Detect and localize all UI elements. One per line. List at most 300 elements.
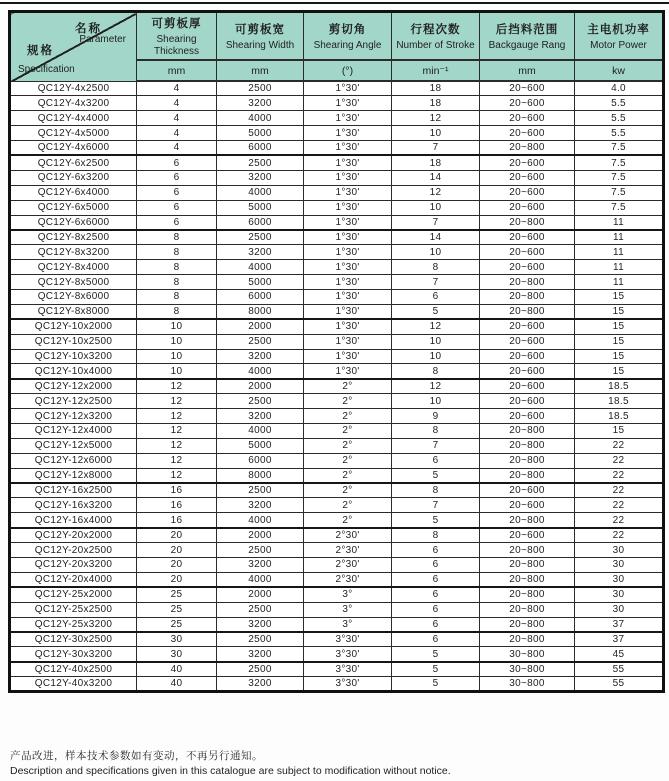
cell-thickness: 20 [137,572,217,587]
unit-power: kw [575,60,664,81]
cell-angle: 3°30' [304,632,392,647]
cell-model: QC12Y-20x2000 [10,528,137,543]
table-row [10,81,664,96]
cell-power: 55 [575,662,664,677]
cell-angle: 2°30' [304,558,392,573]
cell-power: 7.5 [575,170,664,185]
cell-stroke: 14 [392,170,480,185]
table-row [10,379,664,394]
cell-model: QC12Y-6x2500 [10,155,137,170]
cell-angle: 1°30' [304,170,392,185]
cell-angle: 2° [304,498,392,513]
cell-stroke: 14 [392,230,480,245]
cell-model: QC12Y-25x3200 [10,617,137,632]
cell-width: 3200 [217,96,304,111]
table-row [10,349,664,364]
cell-angle: 1°30' [304,230,392,245]
page-top-rule [0,0,669,4]
cell-width: 3200 [217,349,304,364]
cell-power: 7.5 [575,200,664,215]
cell-angle: 1°30' [304,215,392,230]
col-header-backgauge-range [480,12,575,61]
cell-width: 4000 [217,513,304,528]
cell-backgauge: 20~600 [480,185,575,200]
col-header-cn: 行程次数 [410,23,461,36]
cell-power: 15 [575,304,664,319]
cell-power: 37 [575,632,664,647]
cell-stroke: 10 [392,394,480,409]
cell-stroke: 6 [392,558,480,573]
cell-stroke: 7 [392,498,480,513]
cell-width: 2000 [217,319,304,334]
cell-width: 2500 [217,155,304,170]
cell-width: 2500 [217,602,304,617]
cell-width: 5000 [217,126,304,141]
cell-angle: 1°30' [304,319,392,334]
cell-backgauge: 20~800 [480,215,575,230]
cell-backgauge: 20~600 [480,498,575,513]
col-header-en: Shearing Thickness [153,34,199,57]
cell-width: 3200 [217,409,304,424]
table-row [10,617,664,632]
cell-model: QC12Y-12x4000 [10,423,137,438]
table-row [10,334,664,349]
cell-width: 2500 [217,543,304,558]
cell-model: QC12Y-20x4000 [10,572,137,587]
cell-model: QC12Y-12x2000 [10,379,137,394]
cell-backgauge: 20~600 [480,155,575,170]
cell-angle: 3° [304,602,392,617]
cell-backgauge: 20~800 [480,617,575,632]
cell-model: QC12Y-20x2500 [10,543,137,558]
table-row [10,602,664,617]
cell-thickness: 10 [137,364,217,379]
corner-specification-label-en: Specification [18,63,75,75]
cell-model: QC12Y-30x2500 [10,632,137,647]
cell-stroke: 10 [392,200,480,215]
cell-width: 4000 [217,572,304,587]
cell-backgauge: 20~800 [480,632,575,647]
cell-power: 30 [575,572,664,587]
cell-stroke: 7 [392,141,480,156]
col-header-shearing-angle [304,12,392,61]
table-row [10,245,664,260]
cell-width: 4000 [217,260,304,275]
cell-backgauge: 20~800 [480,543,575,558]
cell-width: 8000 [217,304,304,319]
col-header-motor-power [575,12,664,61]
cell-thickness: 8 [137,289,217,304]
cell-backgauge: 20~600 [480,319,575,334]
cell-angle: 3°30' [304,677,392,692]
cell-width: 4000 [217,185,304,200]
cell-power: 11 [575,275,664,290]
cell-backgauge: 20~800 [480,438,575,453]
cell-width: 2500 [217,334,304,349]
col-header-number-of-stroke [392,12,480,61]
col-header-shearing-width [217,12,304,61]
spec-table-body [10,81,664,692]
cell-backgauge: 20~600 [480,409,575,424]
cell-angle: 3° [304,617,392,632]
unit-backgauge: mm [480,60,575,81]
cell-angle: 2° [304,409,392,424]
cell-stroke: 12 [392,379,480,394]
table-row [10,632,664,647]
cell-thickness: 6 [137,170,217,185]
cell-model: QC12Y-8x8000 [10,304,137,319]
footer-note [10,748,660,777]
table-row [10,394,664,409]
cell-angle: 2° [304,483,392,498]
cell-backgauge: 20~800 [480,468,575,483]
cell-thickness: 8 [137,230,217,245]
cell-thickness: 40 [137,662,217,677]
cell-stroke: 6 [392,602,480,617]
cell-backgauge: 20~600 [480,230,575,245]
cell-thickness: 4 [137,81,217,96]
cell-model: QC12Y-20x3200 [10,558,137,573]
cell-stroke: 18 [392,155,480,170]
cell-angle: 3°30' [304,647,392,662]
col-header-shearing-thickness [137,12,217,61]
cell-thickness: 8 [137,245,217,260]
cell-model: QC12Y-8x5000 [10,275,137,290]
cell-stroke: 10 [392,334,480,349]
table-row [10,200,664,215]
cell-model: QC12Y-4x4000 [10,111,137,126]
cell-width: 3200 [217,677,304,692]
cell-stroke: 6 [392,543,480,558]
cell-power: 5.5 [575,126,664,141]
col-header-cn: 主电机功率 [587,23,650,36]
cell-thickness: 6 [137,215,217,230]
cell-thickness: 10 [137,349,217,364]
cell-model: QC12Y-6x5000 [10,200,137,215]
col-header-en: Backgauge Rang [488,39,566,51]
cell-power: 15 [575,349,664,364]
cell-width: 5000 [217,438,304,453]
cell-power: 22 [575,468,664,483]
cell-backgauge: 20~800 [480,558,575,573]
cell-angle: 3° [304,587,392,602]
cell-stroke: 12 [392,319,480,334]
cell-backgauge: 20~800 [480,423,575,438]
cell-model: QC12Y-4x2500 [10,81,137,96]
cell-power: 4.0 [575,81,664,96]
cell-backgauge: 30~800 [480,662,575,677]
cell-angle: 2° [304,379,392,394]
cell-power: 18.5 [575,379,664,394]
cell-angle: 1°30' [304,260,392,275]
cell-width: 5000 [217,275,304,290]
table-row [10,409,664,424]
cell-stroke: 6 [392,289,480,304]
col-header-cn: 可剪板厚 [151,18,202,30]
cell-backgauge: 20~600 [480,200,575,215]
table-row [10,662,664,677]
cell-model: QC12Y-4x3200 [10,96,137,111]
spec-table [8,10,665,693]
cell-model: QC12Y-4x6000 [10,141,137,156]
cell-angle: 1°30' [304,141,392,156]
table-row [10,289,664,304]
cell-stroke: 6 [392,587,480,602]
table-row [10,423,664,438]
cell-width: 3200 [217,647,304,662]
corner-header-cell [10,12,137,82]
cell-backgauge: 30~800 [480,677,575,692]
cell-width: 3200 [217,170,304,185]
footer-note-en: Description and specifications given in this catalogue are subject to modification without notice. [10,765,451,777]
cell-width: 6000 [217,141,304,156]
table-row [10,528,664,543]
cell-stroke: 5 [392,662,480,677]
cell-stroke: 10 [392,126,480,141]
cell-thickness: 12 [137,379,217,394]
cell-width: 3200 [217,558,304,573]
cell-width: 4000 [217,423,304,438]
footer-note-cn: 产品改进，样本技术参数如有变动，不再另行通知。 [10,750,263,762]
corner-parameter-label-cn: 名称 [75,23,102,35]
cell-stroke: 12 [392,185,480,200]
unit-thickness: mm [137,60,217,81]
cell-width: 3200 [217,617,304,632]
cell-stroke: 7 [392,215,480,230]
cell-model: QC12Y-8x2500 [10,230,137,245]
cell-model: QC12Y-12x5000 [10,438,137,453]
cell-angle: 2°30' [304,543,392,558]
cell-thickness: 8 [137,304,217,319]
cell-thickness: 8 [137,260,217,275]
cell-backgauge: 20~800 [480,453,575,468]
cell-width: 4000 [217,364,304,379]
cell-power: 11 [575,245,664,260]
col-header-en: Shearing Width [225,39,295,51]
cell-backgauge: 20~600 [480,379,575,394]
cell-thickness: 10 [137,334,217,349]
cell-backgauge: 20~800 [480,572,575,587]
cell-angle: 2° [304,453,392,468]
cell-backgauge: 20~600 [480,260,575,275]
cell-backgauge: 20~800 [480,602,575,617]
cell-stroke: 5 [392,677,480,692]
cell-stroke: 5 [392,304,480,319]
cell-angle: 2°30' [304,572,392,587]
cell-power: 5.5 [575,96,664,111]
cell-thickness: 20 [137,528,217,543]
unit-angle: (°) [304,60,392,81]
cell-thickness: 12 [137,438,217,453]
cell-width: 2500 [217,483,304,498]
cell-width: 3200 [217,245,304,260]
col-header-en: Shearing Angle [313,39,382,51]
cell-backgauge: 20~600 [480,483,575,498]
cell-power: 7.5 [575,155,664,170]
cell-stroke: 5 [392,513,480,528]
cell-power: 45 [575,647,664,662]
cell-angle: 2° [304,394,392,409]
cell-backgauge: 20~600 [480,364,575,379]
cell-model: QC12Y-16x2500 [10,483,137,498]
cell-angle: 2°30' [304,528,392,543]
cell-model: QC12Y-8x6000 [10,289,137,304]
cell-power: 22 [575,498,664,513]
cell-model: QC12Y-8x4000 [10,260,137,275]
cell-stroke: 18 [392,81,480,96]
cell-thickness: 12 [137,423,217,438]
cell-power: 22 [575,438,664,453]
cell-model: QC12Y-6x3200 [10,170,137,185]
cell-power: 15 [575,364,664,379]
cell-angle: 1°30' [304,245,392,260]
cell-model: QC12Y-16x3200 [10,498,137,513]
cell-power: 30 [575,602,664,617]
cell-stroke: 6 [392,617,480,632]
cell-width: 6000 [217,453,304,468]
cell-stroke: 7 [392,275,480,290]
cell-thickness: 30 [137,647,217,662]
cell-thickness: 25 [137,602,217,617]
cell-width: 2500 [217,394,304,409]
cell-angle: 1°30' [304,200,392,215]
table-row [10,304,664,319]
table-row [10,468,664,483]
cell-backgauge: 20~600 [480,81,575,96]
table-row [10,453,664,468]
cell-power: 7.5 [575,185,664,200]
table-row [10,170,664,185]
cell-angle: 1°30' [304,334,392,349]
cell-width: 5000 [217,200,304,215]
corner-parameter-label-en: Parameter [79,34,126,45]
cell-angle: 1°30' [304,111,392,126]
cell-angle: 1°30' [304,349,392,364]
cell-thickness: 8 [137,275,217,290]
cell-thickness: 4 [137,126,217,141]
cell-model: QC12Y-4x5000 [10,126,137,141]
table-row [10,483,664,498]
table-row [10,587,664,602]
table-row [10,275,664,290]
cell-angle: 2° [304,468,392,483]
cell-angle: 1°30' [304,126,392,141]
table-row [10,677,664,692]
table-row [10,647,664,662]
cell-stroke: 9 [392,409,480,424]
cell-width: 2500 [217,662,304,677]
cell-width: 2000 [217,528,304,543]
cell-width: 2500 [217,632,304,647]
cell-model: QC12Y-40x3200 [10,677,137,692]
cell-power: 15 [575,289,664,304]
cell-power: 22 [575,513,664,528]
table-row [10,513,664,528]
cell-model: QC12Y-25x2000 [10,587,137,602]
cell-stroke: 6 [392,572,480,587]
cell-backgauge: 20~800 [480,289,575,304]
cell-backgauge: 20~600 [480,170,575,185]
cell-thickness: 6 [137,185,217,200]
cell-thickness: 4 [137,141,217,156]
table-row [10,438,664,453]
cell-angle: 1°30' [304,275,392,290]
cell-power: 22 [575,453,664,468]
cell-backgauge: 20~600 [480,111,575,126]
cell-model: QC12Y-10x4000 [10,364,137,379]
cell-backgauge: 20~600 [480,334,575,349]
cell-power: 5.5 [575,111,664,126]
cell-angle: 3°30' [304,662,392,677]
cell-model: QC12Y-12x2500 [10,394,137,409]
cell-thickness: 10 [137,319,217,334]
cell-power: 22 [575,528,664,543]
cell-power: 18.5 [575,409,664,424]
cell-model: QC12Y-10x3200 [10,349,137,364]
cell-thickness: 12 [137,453,217,468]
cell-model: QC12Y-8x3200 [10,245,137,260]
cell-thickness: 25 [137,587,217,602]
unit-stroke: min⁻¹ [392,60,480,81]
cell-power: 11 [575,230,664,245]
table-row [10,260,664,275]
cell-backgauge: 20~600 [480,245,575,260]
col-header-en: Motor Power [590,39,647,51]
table-row [10,215,664,230]
cell-stroke: 12 [392,111,480,126]
table-row [10,364,664,379]
cell-angle: 2° [304,513,392,528]
cell-stroke: 8 [392,364,480,379]
cell-model: QC12Y-10x2500 [10,334,137,349]
cell-backgauge: 20~800 [480,275,575,290]
cell-thickness: 40 [137,677,217,692]
cell-thickness: 6 [137,200,217,215]
table-row [10,155,664,170]
cell-stroke: 6 [392,632,480,647]
cell-thickness: 12 [137,394,217,409]
cell-backgauge: 20~800 [480,513,575,528]
cell-width: 6000 [217,215,304,230]
cell-width: 2500 [217,230,304,245]
cell-power: 15 [575,334,664,349]
cell-thickness: 16 [137,483,217,498]
spec-table-header [10,12,664,82]
cell-stroke: 7 [392,438,480,453]
table-row [10,498,664,513]
cell-power: 30 [575,587,664,602]
table-row [10,111,664,126]
cell-angle: 1°30' [304,304,392,319]
col-header-en: Number of Stroke [396,39,475,51]
cell-angle: 2° [304,438,392,453]
table-row [10,96,664,111]
cell-power: 55 [575,677,664,692]
cell-power: 30 [575,558,664,573]
cell-model: QC12Y-10x2000 [10,319,137,334]
cell-width: 2500 [217,81,304,96]
cell-model: QC12Y-12x3200 [10,409,137,424]
cell-width: 6000 [217,289,304,304]
cell-angle: 1°30' [304,185,392,200]
cell-stroke: 18 [392,96,480,111]
col-header-cn: 剪切角 [328,23,367,36]
cell-stroke: 8 [392,528,480,543]
cell-power: 11 [575,215,664,230]
col-header-cn: 后挡料范围 [495,23,559,36]
cell-angle: 2° [304,423,392,438]
cell-backgauge: 20~600 [480,96,575,111]
